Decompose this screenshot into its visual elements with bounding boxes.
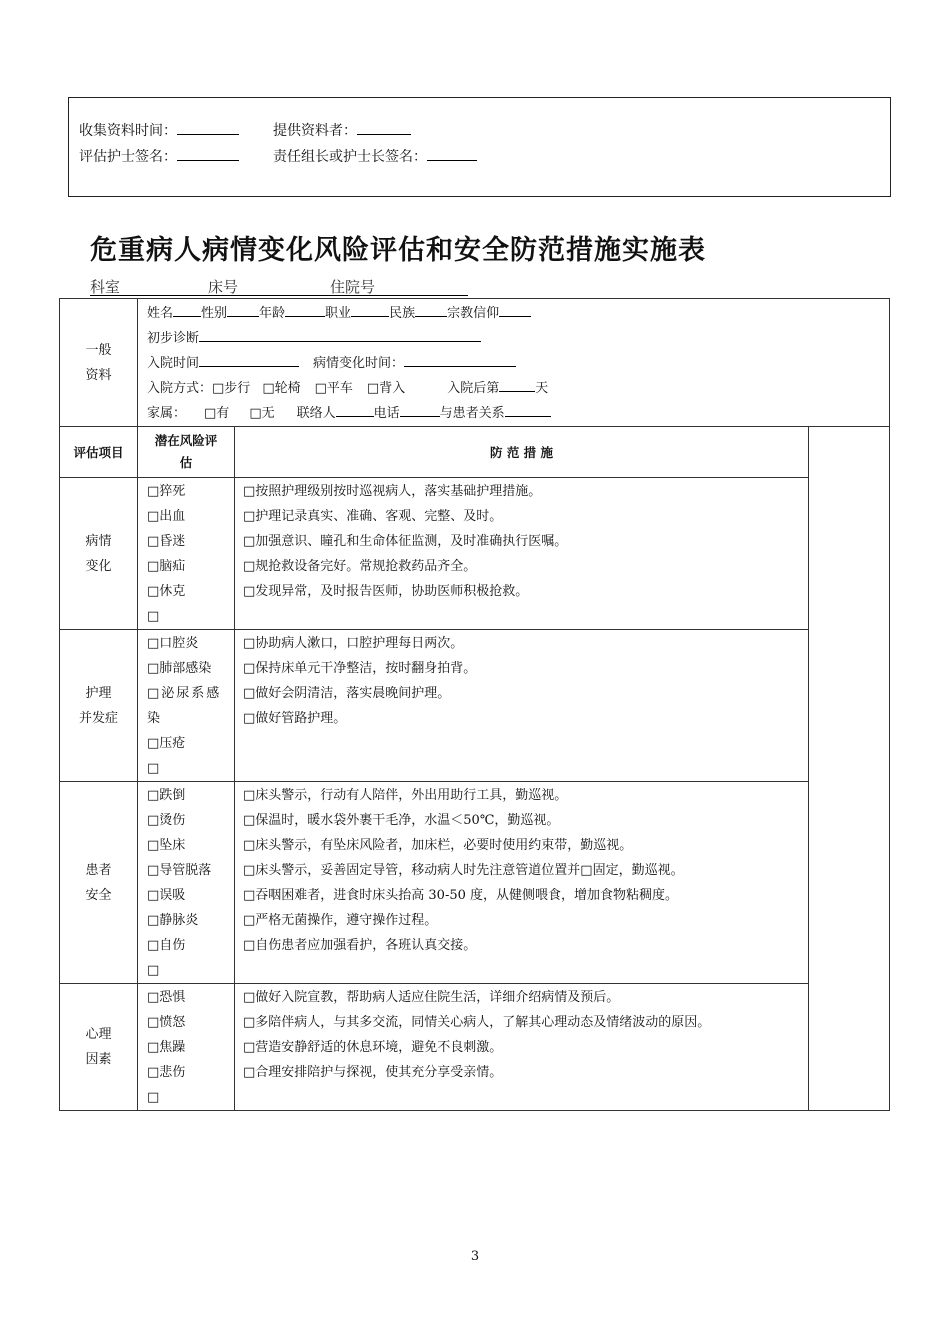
name-field[interactable] — [173, 302, 201, 317]
header-item: 评估项目 — [60, 427, 138, 478]
risk-checkbox[interactable]: □休克 — [147, 584, 186, 599]
measure-checkbox[interactable]: □合理安排陪护与探视，使其充分享受亲情。 — [243, 1065, 503, 1080]
page-number: 3 — [470, 1249, 480, 1264]
risk-checkbox[interactable]: □猝死 — [147, 484, 186, 499]
nurse-sign-field[interactable] — [177, 146, 239, 161]
risk-list — [138, 984, 235, 1111]
family-no-checkbox[interactable]: □无 — [249, 406, 275, 421]
measure-list — [235, 630, 809, 782]
info-row-1 — [79, 120, 411, 140]
risk-checkbox[interactable]: □肺部感染 — [147, 661, 212, 676]
measure-checkbox[interactable]: □床头警示，妥善固定导管，移动病人时先注意管道位置并□固定，勤巡视。 — [243, 863, 684, 878]
measure-checkbox[interactable]: □保温时，暖水袋外裹干毛净，水温＜50℃，勤巡视。 — [243, 813, 560, 828]
risk-checkbox[interactable]: □脑疝 — [147, 559, 186, 574]
measure-checkbox[interactable]: □保持床单元干净整洁，按时翻身拍背。 — [243, 661, 477, 676]
table-header-row — [60, 427, 890, 478]
risk-checkbox[interactable]: □泌尿系感 — [147, 686, 222, 701]
measure-checkbox[interactable]: □加强意识、瞳孔和生命体征监测，及时准确执行医嘱。 — [243, 534, 568, 549]
collect-time-field[interactable] — [177, 120, 239, 135]
risk-checkbox[interactable]: □静脉炎 — [147, 913, 199, 928]
measure-checkbox[interactable]: □做好入院宣教，帮助病人适应住院生活，详细介绍病情及预后。 — [243, 990, 620, 1005]
risk-checkbox[interactable]: □坠床 — [147, 838, 186, 853]
measure-checkbox[interactable]: □规抢救设备完好。常规抢救药品齐全。 — [243, 559, 477, 574]
measure-checkbox[interactable]: □做好会阴清洁，落实晨晚间护理。 — [243, 686, 451, 701]
admission-no-label: 住院号 — [330, 278, 376, 296]
section-row — [60, 782, 890, 984]
risk-text: 染 — [147, 711, 161, 726]
diagnosis-field[interactable] — [199, 327, 481, 342]
risk-checkbox[interactable]: □ — [147, 1090, 160, 1105]
measure-checkbox[interactable]: □护理记录真实、准确、客观、完整、及时。 — [243, 509, 503, 524]
general-line-5: 家属： □有 □无 联络人 电话 与患者关系 — [147, 401, 889, 426]
measure-list — [235, 478, 809, 630]
age-field[interactable] — [285, 302, 325, 317]
info-box — [68, 97, 891, 197]
blank-column — [809, 427, 890, 1111]
change-time-field[interactable] — [404, 352, 516, 367]
section-label: 护理 并发症 — [60, 630, 138, 782]
risk-checkbox[interactable]: □愤怒 — [147, 1015, 186, 1030]
measure-checkbox[interactable]: □床头警示，有坠床风险者，加床栏，必要时使用约束带，勤巡视。 — [243, 838, 633, 853]
section-row — [60, 478, 890, 630]
mode-flat-checkbox[interactable]: □平车 — [314, 381, 353, 396]
provider-label: 提供资料者： — [273, 123, 357, 139]
risk-list — [138, 478, 235, 630]
phone-field[interactable] — [400, 402, 440, 417]
risk-list — [138, 782, 235, 984]
measure-checkbox[interactable]: □做好管路护理。 — [243, 711, 347, 726]
risk-checkbox[interactable]: □ — [147, 963, 160, 978]
risk-list — [138, 630, 235, 782]
measure-checkbox[interactable]: □自伤患者应加强看护，各班认真交接。 — [243, 938, 477, 953]
mode-carry-checkbox[interactable]: □背入 — [366, 381, 406, 396]
header-measures: 防 范 措 施 — [235, 427, 809, 478]
leader-sign-label: 责任组长或护士长签名： — [273, 149, 427, 165]
measure-checkbox[interactable]: □营造安静舒适的休息环境，避免不良刺激。 — [243, 1040, 503, 1055]
family-yes-checkbox[interactable]: □有 — [204, 406, 230, 421]
day-after-field[interactable] — [499, 377, 535, 392]
religion-field[interactable] — [499, 302, 531, 317]
collect-time-label: 收集资料时间： — [79, 123, 177, 139]
general-line-1: 姓名 性别 年龄 职业 民族 宗教信仰 — [147, 301, 889, 326]
risk-checkbox[interactable]: □导管脱落 — [147, 863, 212, 878]
occupation-field[interactable] — [351, 302, 389, 317]
ethnicity-field[interactable] — [415, 302, 447, 317]
measure-checkbox[interactable]: □协助病人漱口，口腔护理每日两次。 — [243, 636, 464, 651]
risk-checkbox[interactable]: □悲伤 — [147, 1065, 186, 1080]
header-underline — [90, 295, 468, 296]
risk-checkbox[interactable]: □焦躁 — [147, 1040, 186, 1055]
section-label: 病情 变化 — [60, 478, 138, 630]
section-label: 患者 安全 — [60, 782, 138, 984]
risk-checkbox[interactable]: □烫伤 — [147, 813, 186, 828]
risk-checkbox[interactable]: □误吸 — [147, 888, 186, 903]
measure-list — [235, 782, 809, 984]
bed-label: 床号 — [208, 278, 239, 296]
risk-checkbox[interactable]: □恐惧 — [147, 990, 186, 1005]
provider-field[interactable] — [357, 120, 411, 135]
info-row-2 — [79, 146, 477, 166]
dept-label: 科室 — [90, 278, 121, 296]
risk-checkbox[interactable]: □自伤 — [147, 938, 186, 953]
general-fields — [138, 299, 890, 427]
page-title: 危重病人病情变化风险评估和安全防范措施实施表 — [90, 235, 706, 266]
general-row — [60, 299, 890, 427]
section-row — [60, 630, 890, 782]
risk-checkbox[interactable]: □跌倒 — [147, 788, 186, 803]
relation-field[interactable] — [505, 402, 551, 417]
general-line-2: 初步诊断 — [147, 326, 889, 351]
risk-checkbox[interactable]: □昏迷 — [147, 534, 186, 549]
measure-checkbox[interactable]: □严格无菌操作，遵守操作过程。 — [243, 913, 438, 928]
general-line-3: 入院时间 病情变化时间： — [147, 351, 889, 376]
section-row — [60, 984, 890, 1111]
leader-sign-field[interactable] — [427, 146, 477, 161]
section-label: 心理 因素 — [60, 984, 138, 1111]
risk-checkbox[interactable]: □压疮 — [147, 736, 186, 751]
header-risk: 潜在风险评 估 — [138, 427, 235, 478]
measure-checkbox[interactable]: □床头警示，行动有人陪伴，外出用助行工具，勤巡视。 — [243, 788, 568, 803]
general-line-4: 入院方式：□步行 □轮椅 □平车 □背入 入院后第 天 — [147, 376, 889, 401]
nurse-sign-label: 评估护士签名： — [79, 149, 177, 165]
risk-checkbox[interactable]: □ — [147, 761, 160, 776]
measure-checkbox[interactable]: □按照护理级别按时巡视病人，落实基础护理措施。 — [243, 484, 542, 499]
measure-checkbox[interactable]: □发现异常，及时报告医师，协助医师积极抢救。 — [243, 584, 529, 599]
risk-checkbox[interactable]: □出血 — [147, 509, 186, 524]
contact-field[interactable] — [336, 402, 374, 417]
risk-checkbox[interactable]: □口腔炎 — [147, 636, 199, 651]
measure-list — [235, 984, 809, 1111]
general-label: 一般 资料 — [60, 299, 138, 427]
assessment-table — [59, 298, 890, 1111]
mode-wheelchair-checkbox[interactable]: □轮椅 — [262, 381, 301, 396]
measure-checkbox[interactable]: □多陪伴病人，与其多交流，同情关心病人，了解其心理动态及情绪波动的原因。 — [243, 1015, 711, 1030]
gender-field[interactable] — [227, 302, 259, 317]
measure-checkbox[interactable]: □吞咽困难者，进食时床头抬高 30-50 度，从健侧喂食，增加食物粘稠度。 — [243, 888, 679, 903]
mode-walk-checkbox[interactable]: □步行 — [212, 381, 251, 396]
risk-checkbox[interactable]: □ — [147, 609, 160, 624]
admit-time-field[interactable] — [199, 352, 299, 367]
